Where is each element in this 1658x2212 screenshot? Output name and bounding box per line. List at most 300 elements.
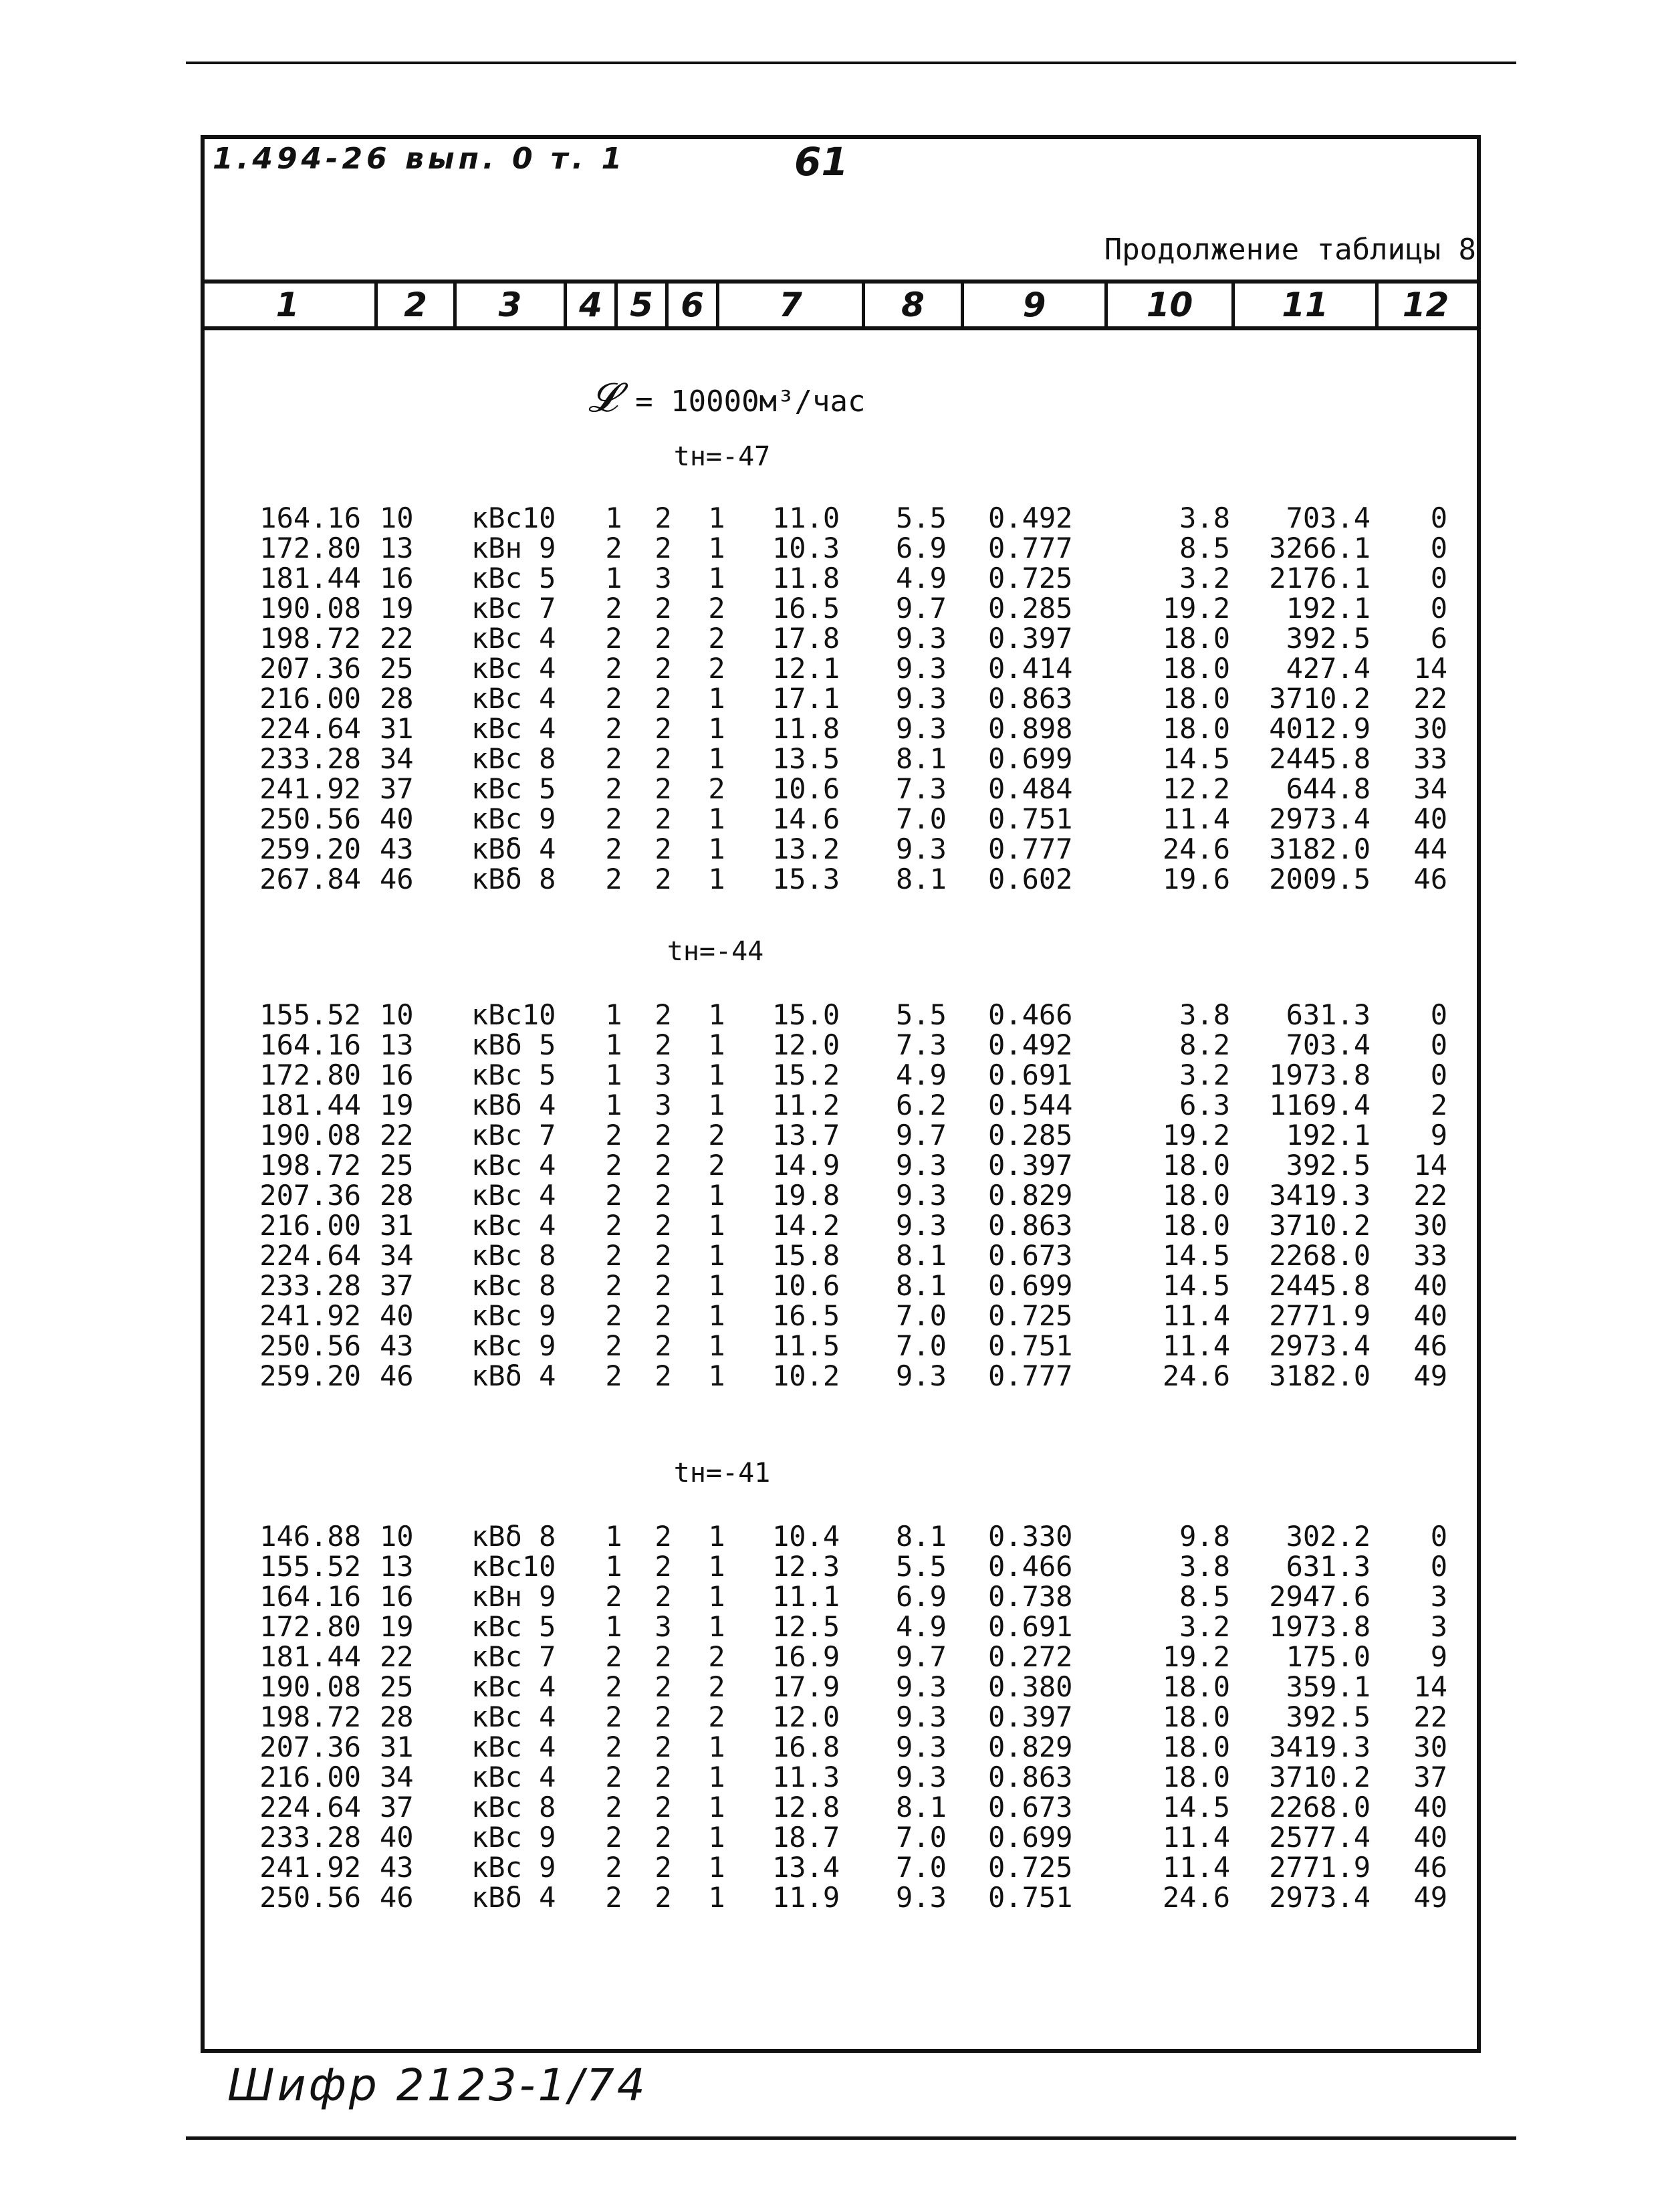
cell-col-6: 1 xyxy=(708,1329,725,1362)
cell-col-2: 40 xyxy=(380,802,414,835)
cell-col-1: 224.64 xyxy=(259,712,361,745)
cell-col-3: кВс 9 xyxy=(471,1329,556,1362)
table-row xyxy=(201,864,1481,894)
cell-col-10: 3.8 xyxy=(1179,998,1230,1031)
cell-col-8: 9.7 xyxy=(896,1119,947,1151)
cell-col-3: кВс 9 xyxy=(471,802,556,835)
cell-col-5: 2 xyxy=(655,1520,672,1553)
cell-col-2: 19 xyxy=(380,1089,414,1121)
cell-col-12: 9 xyxy=(1430,1640,1447,1673)
cell-col-7: 16.5 xyxy=(772,592,840,625)
cell-col-4: 2 xyxy=(605,1299,622,1332)
cell-col-9: 0.492 xyxy=(988,502,1073,534)
cell-col-4: 1 xyxy=(605,502,622,534)
cell-col-3: кВн 9 xyxy=(471,1580,556,1613)
bottom-rule xyxy=(186,2136,1516,2140)
cell-col-6: 1 xyxy=(708,1610,725,1643)
cell-col-7: 11.9 xyxy=(772,1881,840,1914)
top-rule xyxy=(186,62,1516,64)
section-title-1: tн=-47 xyxy=(673,441,771,472)
cell-col-8: 5.5 xyxy=(896,998,947,1031)
cell-col-12: 33 xyxy=(1413,1239,1447,1272)
cell-col-10: 14.5 xyxy=(1162,1239,1230,1272)
cell-col-11: 392.5 xyxy=(1286,1700,1371,1733)
cell-col-7: 12.3 xyxy=(772,1550,840,1583)
cell-col-7: 19.8 xyxy=(772,1179,840,1212)
cell-col-2: 19 xyxy=(380,1610,414,1643)
cell-col-6: 1 xyxy=(708,1761,725,1793)
cell-col-3: кВс 4 xyxy=(471,652,556,685)
cell-col-2: 40 xyxy=(380,1299,414,1332)
cell-col-8: 8.1 xyxy=(896,1791,947,1823)
cell-col-10: 6.3 xyxy=(1179,1089,1230,1121)
cell-col-8: 9.3 xyxy=(896,1731,947,1763)
cell-col-8: 7.0 xyxy=(896,1821,947,1854)
cell-col-8: 8.1 xyxy=(896,742,947,775)
cell-col-5: 2 xyxy=(655,742,672,775)
cell-col-11: 4012.9 xyxy=(1269,712,1371,745)
table-row xyxy=(201,834,1481,864)
table-row xyxy=(201,1120,1481,1150)
table-row xyxy=(201,503,1481,533)
cell-col-10: 11.4 xyxy=(1162,802,1230,835)
cell-col-8: 9.3 xyxy=(896,1209,947,1242)
cell-col-3: кВс 9 xyxy=(471,1821,556,1854)
cell-col-8: 7.0 xyxy=(896,802,947,835)
cell-col-8: 9.3 xyxy=(896,682,947,715)
cell-col-4: 2 xyxy=(605,1640,622,1673)
cell-col-2: 10 xyxy=(380,998,414,1031)
cell-col-5: 2 xyxy=(655,532,672,564)
cell-col-3: кВδ 5 xyxy=(471,1028,556,1061)
cell-col-10: 12.2 xyxy=(1162,772,1230,805)
cell-col-12: 0 xyxy=(1430,502,1447,534)
cell-col-7: 11.8 xyxy=(772,712,840,745)
cell-col-4: 2 xyxy=(605,532,622,564)
cell-col-4: 2 xyxy=(605,1239,622,1272)
cell-col-7: 17.1 xyxy=(772,682,840,715)
cell-col-1: 250.56 xyxy=(259,1881,361,1914)
cell-col-2: 19 xyxy=(380,592,414,625)
cell-col-4: 2 xyxy=(605,802,622,835)
cell-col-2: 34 xyxy=(380,1239,414,1272)
cell-col-10: 14.5 xyxy=(1162,1791,1230,1823)
cell-col-3: кВс 8 xyxy=(471,742,556,775)
cell-col-4: 2 xyxy=(605,1851,622,1884)
cell-col-11: 631.3 xyxy=(1286,1550,1371,1583)
cell-col-5: 2 xyxy=(655,1119,672,1151)
cell-col-3: кВс 5 xyxy=(471,1610,556,1643)
cell-col-6: 1 xyxy=(708,1239,725,1272)
cell-col-6: 1 xyxy=(708,1881,725,1914)
cell-col-11: 1973.8 xyxy=(1269,1059,1371,1091)
cell-col-9: 0.397 xyxy=(988,1149,1073,1182)
cell-col-11: 2771.9 xyxy=(1269,1299,1371,1332)
cell-col-6: 1 xyxy=(708,1028,725,1061)
cell-col-12: 0 xyxy=(1430,532,1447,564)
cell-col-12: 33 xyxy=(1413,742,1447,775)
table-row xyxy=(201,653,1481,683)
cell-col-2: 22 xyxy=(380,1640,414,1673)
cell-col-8: 8.1 xyxy=(896,1520,947,1553)
cell-col-9: 0.699 xyxy=(988,1269,1073,1302)
cell-col-4: 2 xyxy=(605,1269,622,1302)
cell-col-4: 2 xyxy=(605,1149,622,1182)
cell-col-3: кВс 5 xyxy=(471,562,556,594)
cell-col-8: 9.3 xyxy=(896,1359,947,1392)
cell-col-1: 216.00 xyxy=(259,1761,361,1793)
cell-col-3: кВс 4 xyxy=(471,622,556,655)
cell-col-3: кВс 4 xyxy=(471,682,556,715)
cell-col-5: 2 xyxy=(655,1269,672,1302)
cell-col-1: 241.92 xyxy=(259,772,361,805)
cell-col-3: кВδ 4 xyxy=(471,1089,556,1121)
cell-col-1: 181.44 xyxy=(259,1089,361,1121)
cell-col-9: 0.484 xyxy=(988,772,1073,805)
cell-col-12: 9 xyxy=(1430,1119,1447,1151)
cell-col-6: 2 xyxy=(708,1149,725,1182)
cell-col-6: 1 xyxy=(708,562,725,594)
table-row xyxy=(201,533,1481,563)
cell-col-2: 31 xyxy=(380,712,414,745)
cell-col-7: 17.9 xyxy=(772,1670,840,1703)
section-rows-3 xyxy=(201,1521,1481,1912)
cell-col-4: 2 xyxy=(605,1881,622,1914)
cell-col-9: 0.863 xyxy=(988,682,1073,715)
cell-col-1: 250.56 xyxy=(259,802,361,835)
table-row xyxy=(201,1180,1481,1210)
cell-col-8: 9.3 xyxy=(896,1670,947,1703)
cell-col-7: 12.0 xyxy=(772,1028,840,1061)
cell-col-10: 18.0 xyxy=(1162,1209,1230,1242)
column-header-2: 2 xyxy=(378,284,457,326)
column-header-12: 12 xyxy=(1402,286,1449,324)
cell-col-6: 1 xyxy=(708,1299,725,1332)
cell-col-8: 9.3 xyxy=(896,622,947,655)
cell-col-7: 13.7 xyxy=(772,1119,840,1151)
cell-col-8: 9.3 xyxy=(896,1179,947,1212)
cell-col-3: кВс10 xyxy=(471,1550,556,1583)
cell-col-12: 0 xyxy=(1430,1028,1447,1061)
cell-col-3: кВс 4 xyxy=(471,1700,556,1733)
cell-col-4: 2 xyxy=(605,1119,622,1151)
table-row xyxy=(201,1210,1481,1240)
cell-col-8: 4.9 xyxy=(896,562,947,594)
cell-col-4: 2 xyxy=(605,682,622,715)
cell-col-1: 164.16 xyxy=(259,502,361,534)
cell-col-12: 40 xyxy=(1413,1791,1447,1823)
cell-col-7: 10.2 xyxy=(772,1359,840,1392)
cell-col-1: 224.64 xyxy=(259,1791,361,1823)
cell-col-4: 2 xyxy=(605,742,622,775)
cell-col-9: 0.414 xyxy=(988,652,1073,685)
cell-col-10: 18.0 xyxy=(1162,712,1230,745)
cell-col-3: кВδ 4 xyxy=(471,1881,556,1914)
cell-col-3: кВс 4 xyxy=(471,1149,556,1182)
flow-symbol: 𝓛 xyxy=(588,374,618,421)
cell-col-2: 13 xyxy=(380,532,414,564)
cell-col-11: 3419.3 xyxy=(1269,1731,1371,1763)
cell-col-8: 6.9 xyxy=(896,532,947,564)
cell-col-2: 43 xyxy=(380,833,414,865)
cell-col-1: 207.36 xyxy=(259,1731,361,1763)
cell-col-6: 2 xyxy=(708,1640,725,1673)
cell-col-12: 14 xyxy=(1413,1149,1447,1182)
cell-col-2: 25 xyxy=(380,1670,414,1703)
cell-col-10: 8.2 xyxy=(1179,1028,1230,1061)
cell-col-12: 14 xyxy=(1413,652,1447,685)
continuation-label: Продолжение таблицы 8 xyxy=(1104,233,1476,267)
table-row xyxy=(201,1361,1481,1391)
cell-col-11: 3710.2 xyxy=(1269,1761,1371,1793)
cell-col-10: 19.2 xyxy=(1162,592,1230,625)
cell-col-5: 2 xyxy=(655,1821,672,1854)
cell-col-12: 46 xyxy=(1413,863,1447,895)
cell-col-1: 155.52 xyxy=(259,1550,361,1583)
cell-col-2: 16 xyxy=(380,1059,414,1091)
cell-col-12: 46 xyxy=(1413,1851,1447,1884)
cell-col-7: 15.0 xyxy=(772,998,840,1031)
cell-col-10: 18.0 xyxy=(1162,1731,1230,1763)
cell-col-4: 2 xyxy=(605,712,622,745)
cell-col-7: 15.2 xyxy=(772,1059,840,1091)
table-row xyxy=(201,1090,1481,1120)
cell-col-1: 190.08 xyxy=(259,1119,361,1151)
cell-col-6: 1 xyxy=(708,1821,725,1854)
table-row xyxy=(201,1822,1481,1852)
table-row xyxy=(201,1000,1481,1030)
cell-col-4: 2 xyxy=(605,1580,622,1613)
cell-col-1: 233.28 xyxy=(259,742,361,775)
cell-col-6: 1 xyxy=(708,1059,725,1091)
cell-col-11: 175.0 xyxy=(1286,1640,1371,1673)
section-title-3: tн=-41 xyxy=(673,1458,771,1488)
cell-col-5: 2 xyxy=(655,712,672,745)
cell-col-2: 31 xyxy=(380,1209,414,1242)
cell-col-9: 0.898 xyxy=(988,712,1073,745)
cell-col-11: 1169.4 xyxy=(1269,1089,1371,1121)
cell-col-9: 0.466 xyxy=(988,1550,1073,1583)
table-row xyxy=(201,713,1481,744)
cell-col-9: 0.285 xyxy=(988,592,1073,625)
cell-col-7: 10.3 xyxy=(772,532,840,564)
cell-col-12: 46 xyxy=(1413,1329,1447,1362)
column-header-8: 8 xyxy=(865,284,964,326)
cell-col-10: 3.8 xyxy=(1179,1550,1230,1583)
cell-col-11: 3710.2 xyxy=(1269,682,1371,715)
cell-col-5: 2 xyxy=(655,1028,672,1061)
cell-col-5: 2 xyxy=(655,863,672,895)
cell-col-6: 1 xyxy=(708,742,725,775)
cell-col-11: 2268.0 xyxy=(1269,1791,1371,1823)
table-row xyxy=(201,804,1481,834)
cell-col-3: кВс 5 xyxy=(471,1059,556,1091)
page-number: 61 xyxy=(794,139,848,185)
cell-col-9: 0.751 xyxy=(988,1329,1073,1362)
cell-col-12: 44 xyxy=(1413,833,1447,865)
cell-col-10: 8.5 xyxy=(1179,1580,1230,1613)
cell-col-8: 9.3 xyxy=(896,652,947,685)
cell-col-1: 146.88 xyxy=(259,1520,361,1553)
column-header-5: 5 xyxy=(618,284,669,326)
cell-col-1: 216.00 xyxy=(259,682,361,715)
cell-col-1: 259.20 xyxy=(259,1359,361,1392)
cell-col-4: 2 xyxy=(605,833,622,865)
table-row xyxy=(201,1150,1481,1180)
cell-col-5: 2 xyxy=(655,1149,672,1182)
cell-col-9: 0.272 xyxy=(988,1640,1073,1673)
cell-col-10: 18.0 xyxy=(1162,1761,1230,1793)
cell-col-4: 1 xyxy=(605,1089,622,1121)
cell-col-1: 233.28 xyxy=(259,1821,361,1854)
cell-col-3: кВс 4 xyxy=(471,1670,556,1703)
cell-col-8: 5.5 xyxy=(896,502,947,534)
cell-col-7: 13.2 xyxy=(772,833,840,865)
cell-col-9: 0.725 xyxy=(988,1299,1073,1332)
cell-col-7: 16.8 xyxy=(772,1731,840,1763)
cell-col-4: 2 xyxy=(605,652,622,685)
cell-col-9: 0.777 xyxy=(988,532,1073,564)
cell-col-6: 1 xyxy=(708,1209,725,1242)
cell-col-4: 2 xyxy=(605,1821,622,1854)
cell-col-9: 0.397 xyxy=(988,622,1073,655)
cell-col-10: 18.0 xyxy=(1162,1179,1230,1212)
cell-col-7: 17.8 xyxy=(772,622,840,655)
cell-col-5: 2 xyxy=(655,1239,672,1272)
cell-col-9: 0.699 xyxy=(988,1821,1073,1854)
cell-col-12: 0 xyxy=(1430,1520,1447,1553)
cell-col-2: 13 xyxy=(380,1028,414,1061)
cell-col-6: 1 xyxy=(708,1089,725,1121)
cell-col-6: 2 xyxy=(708,622,725,655)
cell-col-8: 6.2 xyxy=(896,1089,947,1121)
cell-col-10: 3.8 xyxy=(1179,502,1230,534)
cell-col-3: кВс 5 xyxy=(471,772,556,805)
cell-col-9: 0.397 xyxy=(988,1700,1073,1733)
cipher-stamp: Шифр 2123-1/74 xyxy=(227,2060,648,2111)
cell-col-11: 2176.1 xyxy=(1269,562,1371,594)
cell-col-5: 2 xyxy=(655,682,672,715)
table-row xyxy=(201,1030,1481,1060)
cell-col-9: 0.738 xyxy=(988,1580,1073,1613)
cell-col-3: кВс 7 xyxy=(471,1119,556,1151)
cell-col-10: 19.6 xyxy=(1162,863,1230,895)
cell-col-12: 49 xyxy=(1413,1359,1447,1392)
cell-col-1: 172.80 xyxy=(259,1610,361,1643)
cell-col-1: 224.64 xyxy=(259,1239,361,1272)
cell-col-5: 2 xyxy=(655,1881,672,1914)
cell-col-3: кВс 4 xyxy=(471,1209,556,1242)
table-row xyxy=(201,1852,1481,1882)
cell-col-3: кВδ 4 xyxy=(471,833,556,865)
cell-col-4: 2 xyxy=(605,622,622,655)
cell-col-9: 0.492 xyxy=(988,1028,1073,1061)
cell-col-4: 2 xyxy=(605,1791,622,1823)
table-row xyxy=(201,1702,1481,1732)
cell-col-6: 1 xyxy=(708,1550,725,1583)
cell-col-3: кВс 7 xyxy=(471,592,556,625)
cell-col-10: 11.4 xyxy=(1162,1821,1230,1854)
cell-col-8: 7.3 xyxy=(896,1028,947,1061)
cell-col-12: 30 xyxy=(1413,712,1447,745)
cell-col-10: 19.2 xyxy=(1162,1119,1230,1151)
cell-col-5: 2 xyxy=(655,1761,672,1793)
cell-col-4: 2 xyxy=(605,1209,622,1242)
cell-col-4: 1 xyxy=(605,998,622,1031)
cell-col-8: 9.3 xyxy=(896,1700,947,1733)
cell-col-8: 9.7 xyxy=(896,592,947,625)
cell-col-5: 2 xyxy=(655,652,672,685)
table-row xyxy=(201,1882,1481,1912)
cell-col-9: 0.777 xyxy=(988,1359,1073,1392)
cell-col-6: 2 xyxy=(708,1700,725,1733)
cell-col-6: 1 xyxy=(708,1791,725,1823)
cell-col-1: 164.16 xyxy=(259,1580,361,1613)
cell-col-2: 34 xyxy=(380,1761,414,1793)
cell-col-2: 25 xyxy=(380,1149,414,1182)
table-row xyxy=(201,1521,1481,1551)
cell-col-10: 24.6 xyxy=(1162,1881,1230,1914)
cell-col-8: 9.3 xyxy=(896,833,947,865)
cell-col-3: кВн 9 xyxy=(471,532,556,564)
cell-col-1: 241.92 xyxy=(259,1299,361,1332)
cell-col-11: 359.1 xyxy=(1286,1670,1371,1703)
cell-col-3: кВс 9 xyxy=(471,1851,556,1884)
cell-col-4: 2 xyxy=(605,863,622,895)
cell-col-1: 172.80 xyxy=(259,532,361,564)
cell-col-5: 2 xyxy=(655,1580,672,1613)
cell-col-8: 7.0 xyxy=(896,1329,947,1362)
cell-col-11: 2947.6 xyxy=(1269,1580,1371,1613)
cell-col-7: 11.2 xyxy=(772,1089,840,1121)
cell-col-8: 5.5 xyxy=(896,1550,947,1583)
cell-col-2: 10 xyxy=(380,1520,414,1553)
cell-col-7: 10.6 xyxy=(772,1269,840,1302)
cell-col-11: 3182.0 xyxy=(1269,833,1371,865)
cell-col-5: 2 xyxy=(655,1179,672,1212)
cell-col-10: 8.5 xyxy=(1179,532,1230,564)
cell-col-1: 216.00 xyxy=(259,1209,361,1242)
cell-col-2: 31 xyxy=(380,1731,414,1763)
column-header-1: 1 xyxy=(201,284,378,326)
cell-col-10: 14.5 xyxy=(1162,742,1230,775)
cell-col-7: 10.4 xyxy=(772,1520,840,1553)
cell-col-12: 6 xyxy=(1430,622,1447,655)
cell-col-10: 9.8 xyxy=(1179,1520,1230,1553)
cell-col-6: 1 xyxy=(708,1731,725,1763)
cell-col-6: 1 xyxy=(708,502,725,534)
cell-col-1: 241.92 xyxy=(259,1851,361,1884)
table-row xyxy=(201,1762,1481,1792)
table-row xyxy=(201,563,1481,593)
cell-col-12: 0 xyxy=(1430,592,1447,625)
cell-col-10: 18.0 xyxy=(1162,1149,1230,1182)
cell-col-2: 46 xyxy=(380,863,414,895)
cell-col-10: 11.4 xyxy=(1162,1851,1230,1884)
cell-col-8: 4.9 xyxy=(896,1059,947,1091)
cell-col-2: 10 xyxy=(380,502,414,534)
table-row xyxy=(201,1331,1481,1361)
cell-col-1: 198.72 xyxy=(259,622,361,655)
cell-col-2: 28 xyxy=(380,1700,414,1733)
cell-col-3: кВс 4 xyxy=(471,1179,556,1212)
cell-col-8: 7.0 xyxy=(896,1299,947,1332)
cell-col-5: 2 xyxy=(655,1640,672,1673)
cell-col-1: 181.44 xyxy=(259,562,361,594)
cell-col-11: 192.1 xyxy=(1286,1119,1371,1151)
section-title-2: tн=-44 xyxy=(667,936,764,967)
section-rows-2 xyxy=(201,1000,1481,1391)
